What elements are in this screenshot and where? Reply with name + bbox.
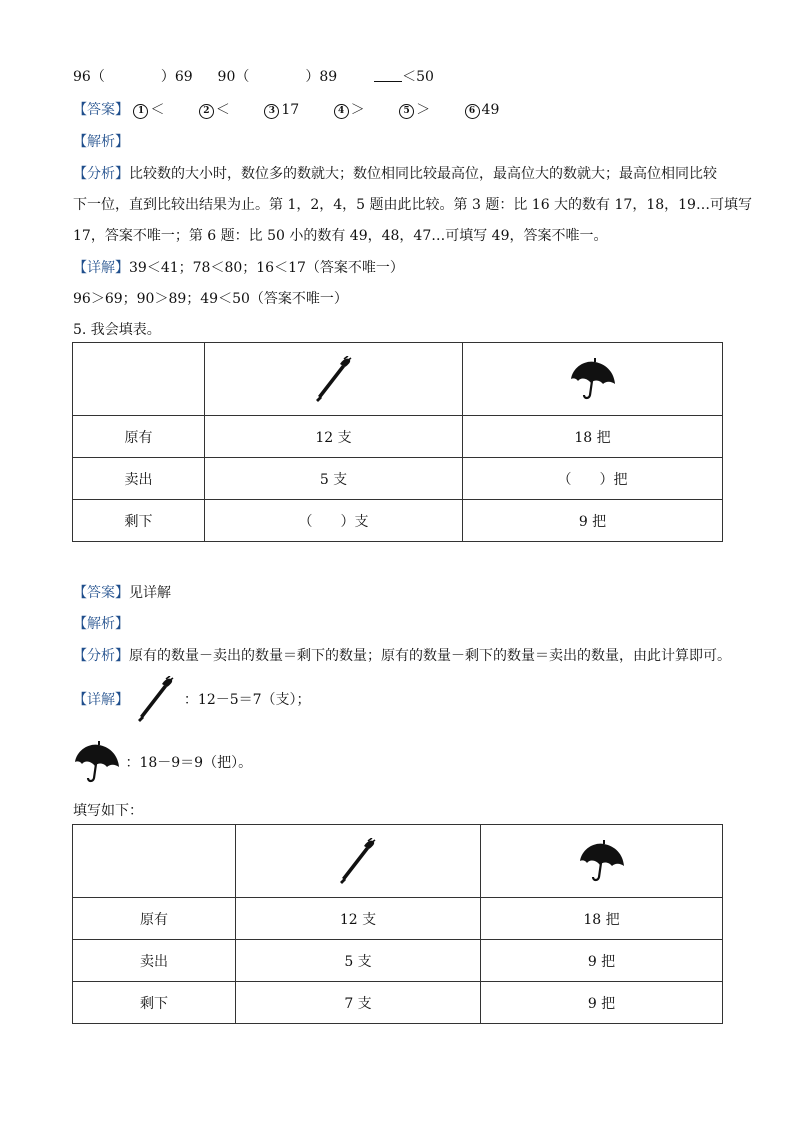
row-label: 原有	[73, 898, 236, 940]
answer-value-4: ＞	[350, 102, 365, 118]
answer-line-2	[73, 582, 171, 602]
expr-90-89: 90（ ）89	[217, 69, 338, 85]
umbrella-calculation: ：18－9＝9（把）。	[125, 755, 253, 771]
table-row	[73, 458, 723, 500]
umbrella-header-cell	[463, 343, 723, 416]
answer-label-2: 【答案】	[73, 585, 129, 601]
circled-number-4: 4	[334, 104, 349, 119]
pen-cell: 12 支	[236, 898, 481, 940]
table-row	[73, 940, 723, 982]
fill-title: 填写如下：	[73, 803, 143, 819]
row-label: 卖出	[73, 940, 236, 982]
table-header-row	[73, 343, 723, 416]
question-table	[72, 342, 723, 542]
circled-number-3: 3	[264, 104, 279, 119]
answer-item-4	[334, 99, 365, 119]
fenxi-line-q5	[73, 645, 731, 665]
answer-value-2: ＜	[215, 102, 230, 118]
table-row	[73, 982, 723, 1024]
answer-item-1	[133, 99, 164, 119]
answer-value-5: ＞	[416, 102, 431, 118]
umbrella-cell: 9 把	[481, 940, 723, 982]
answer-item-5	[399, 99, 430, 119]
answer-table	[72, 824, 723, 1024]
answer-line-1	[73, 99, 529, 119]
umbrella-icon	[578, 839, 626, 883]
pen-cell: （ ）支	[205, 500, 463, 542]
answer-item-2	[199, 99, 230, 119]
umbrella-header-cell	[481, 825, 723, 898]
pen-cell: 7 支	[236, 982, 481, 1024]
table-header-row	[73, 825, 723, 898]
jiexi-label-1: 【解析】	[73, 134, 129, 150]
pen-header-cell	[236, 825, 481, 898]
circled-number-6: 6	[465, 104, 480, 119]
umbrella-cell: 18 把	[463, 416, 723, 458]
row-label: 剩下	[73, 982, 236, 1024]
row-label: 剩下	[73, 500, 205, 542]
answer-label: 【答案】	[73, 102, 129, 118]
xiangjie-text-1: 39＜41；78＜80；16＜17（答案不唯一）	[129, 260, 404, 276]
table-row	[73, 416, 723, 458]
xiangjie-label-2: 【详解】	[73, 692, 129, 708]
answer-item-6	[465, 102, 500, 119]
xiangjie-label: 【详解】	[73, 260, 129, 276]
answer-value-1: ＜	[150, 102, 165, 118]
fenxi-label: 【分析】	[73, 166, 129, 182]
umbrella-cell: 18 把	[481, 898, 723, 940]
pen-header-cell	[205, 343, 463, 416]
row-label: 卖出	[73, 458, 205, 500]
table-corner-cell	[73, 825, 236, 898]
umbrella-icon	[569, 357, 617, 401]
answer-item-3	[264, 102, 299, 119]
fenxi-line-3: 17，答案不唯一；第 6 题：比 50 小的数有 49，48，47…可填写 49，答案不唯一。	[73, 228, 608, 244]
answer-text-2: 见详解	[129, 585, 171, 601]
answer-blank	[374, 69, 402, 82]
xiangjie-line-1	[73, 257, 404, 277]
fenxi-text-1: 比较数的大小时，数位多的数就大；数位相同比较最高位，最高位大的数就大；最高位相同比较	[129, 166, 717, 182]
row-label: 原有	[73, 416, 205, 458]
umbrella-calc-line	[73, 740, 252, 784]
circled-number-5: 5	[399, 104, 414, 119]
expr-lt-50: ＜50	[402, 69, 434, 85]
toothbrush-pen-icon	[315, 356, 353, 402]
comparison-line	[73, 66, 434, 86]
fenxi-line-2: 下一位，直到比较出结果为止。第 1，2，4，5 题由此比较。第 3 题：比 16 大的数有 17，18，19…可填写	[73, 197, 752, 213]
table-corner-cell	[73, 343, 205, 416]
xiangjie-pen-line	[73, 676, 311, 722]
pen-cell: 12 支	[205, 416, 463, 458]
table-row	[73, 898, 723, 940]
expr-96-69: 96（ ）69	[73, 69, 193, 85]
answer-value-6: 49	[481, 102, 500, 118]
table-row	[73, 500, 723, 542]
umbrella-cell: 9 把	[463, 500, 723, 542]
circled-number-2: 2	[199, 104, 214, 119]
umbrella-icon	[73, 740, 121, 784]
pen-cell: 5 支	[205, 458, 463, 500]
fenxi-label-2: 【分析】	[73, 648, 129, 664]
umbrella-cell: 9 把	[481, 982, 723, 1024]
umbrella-cell: （ ）把	[463, 458, 723, 500]
question-5-title: 5. 我会填表。	[73, 322, 161, 338]
toothbrush-pen-icon	[137, 676, 175, 722]
answer-value-3: 17	[281, 102, 300, 118]
fenxi-line-1	[73, 163, 717, 183]
pen-cell: 5 支	[236, 940, 481, 982]
fenxi-text-q5: 原有的数量－卖出的数量＝剩下的数量；原有的数量－剩下的数量＝卖出的数量，由此计算即可。	[129, 648, 731, 664]
toothbrush-pen-icon	[339, 838, 377, 884]
circled-number-1: 1	[133, 104, 148, 119]
jiexi-label-2: 【解析】	[73, 616, 129, 632]
pen-calculation: ：12－5＝7（支）；	[183, 692, 311, 708]
xiangjie-line-2: 96＞69；90＞89；49＜50（答案不唯一）	[73, 291, 348, 307]
